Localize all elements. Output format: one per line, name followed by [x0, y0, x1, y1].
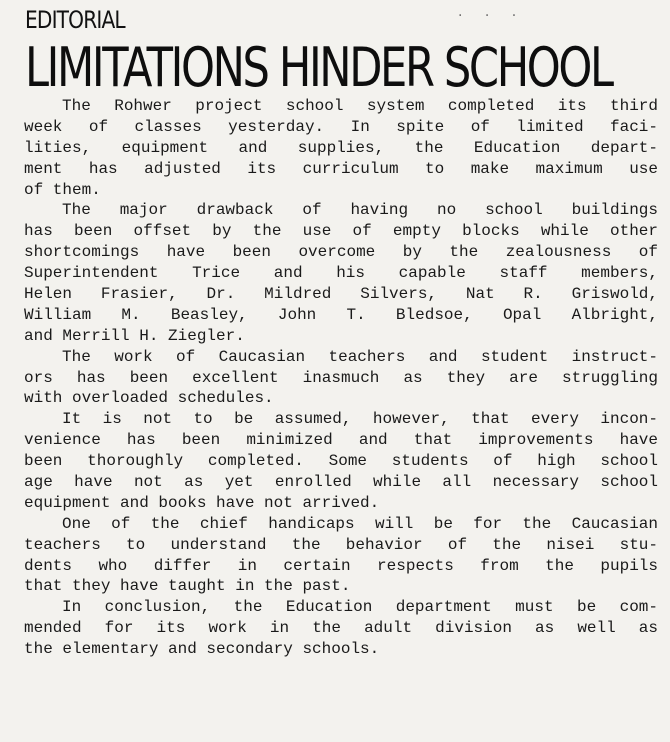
article-line: that they have taught in the past.: [24, 577, 351, 596]
article-line: the elementary and secondary schools.: [24, 640, 380, 659]
article-line: week of classes yesterday. In spite of limited faci-: [24, 117, 658, 136]
article-line: The work of Caucasian teachers and student instruct-: [62, 347, 658, 366]
article-line: Helen Frasier, Dr. Mildred Silvers, Nat R. Griswold,: [24, 285, 658, 304]
article-line: with overloaded schedules.: [24, 389, 274, 408]
article-line: William M. Beasley, John T. Bledsoe, Opal Albright,: [24, 305, 658, 324]
article-line: venience has been minimized and that improvements have: [24, 431, 658, 450]
article-line: The major drawback of having no school buildings: [62, 201, 658, 220]
article-line: It is not to be assumed, however, that every incon-: [62, 410, 658, 429]
article-line: has been offset by the use of empty blocks while other: [24, 222, 658, 241]
print-specks: . . .: [458, 4, 526, 20]
article-line: In conclusion, the Education department must be com-: [62, 598, 658, 617]
article-body: [24, 96, 658, 660]
article-line: teachers to understand the behavior of the nisei stu-: [24, 535, 658, 554]
article-line: Superintendent Trice and his capable staff members,: [24, 264, 658, 283]
article-line: mended for its work in the adult division as well as: [24, 619, 658, 638]
article-line: shortcomings have been overcome by the zealousness of: [24, 243, 658, 262]
article-line: ors has been excellent inasmuch as they are struggling: [24, 368, 658, 387]
article-line: age have not as yet enrolled while all necessary school: [24, 473, 658, 492]
article-line: One of the chief handicaps will be for the Caucasian: [62, 514, 658, 533]
section-label: EDITORIAL: [25, 6, 125, 34]
article-line: ment has adjusted its curriculum to make maximum use: [24, 159, 658, 178]
headline: LIMITATIONS HINDER SCHOOL: [25, 36, 612, 99]
article-line: and Merrill H. Ziegler.: [24, 326, 245, 345]
article-line: equipment and books have not arrived.: [24, 493, 380, 512]
article-line: lities, equipment and supplies, the Education depart-: [24, 138, 658, 157]
article-line: The Rohwer project school system completed its third: [62, 97, 658, 115]
article-line: dents who differ in certain respects from the pupils: [24, 556, 658, 575]
article-line: been thoroughly completed. Some students of high school: [24, 452, 658, 471]
article-line: of them.: [24, 180, 101, 199]
